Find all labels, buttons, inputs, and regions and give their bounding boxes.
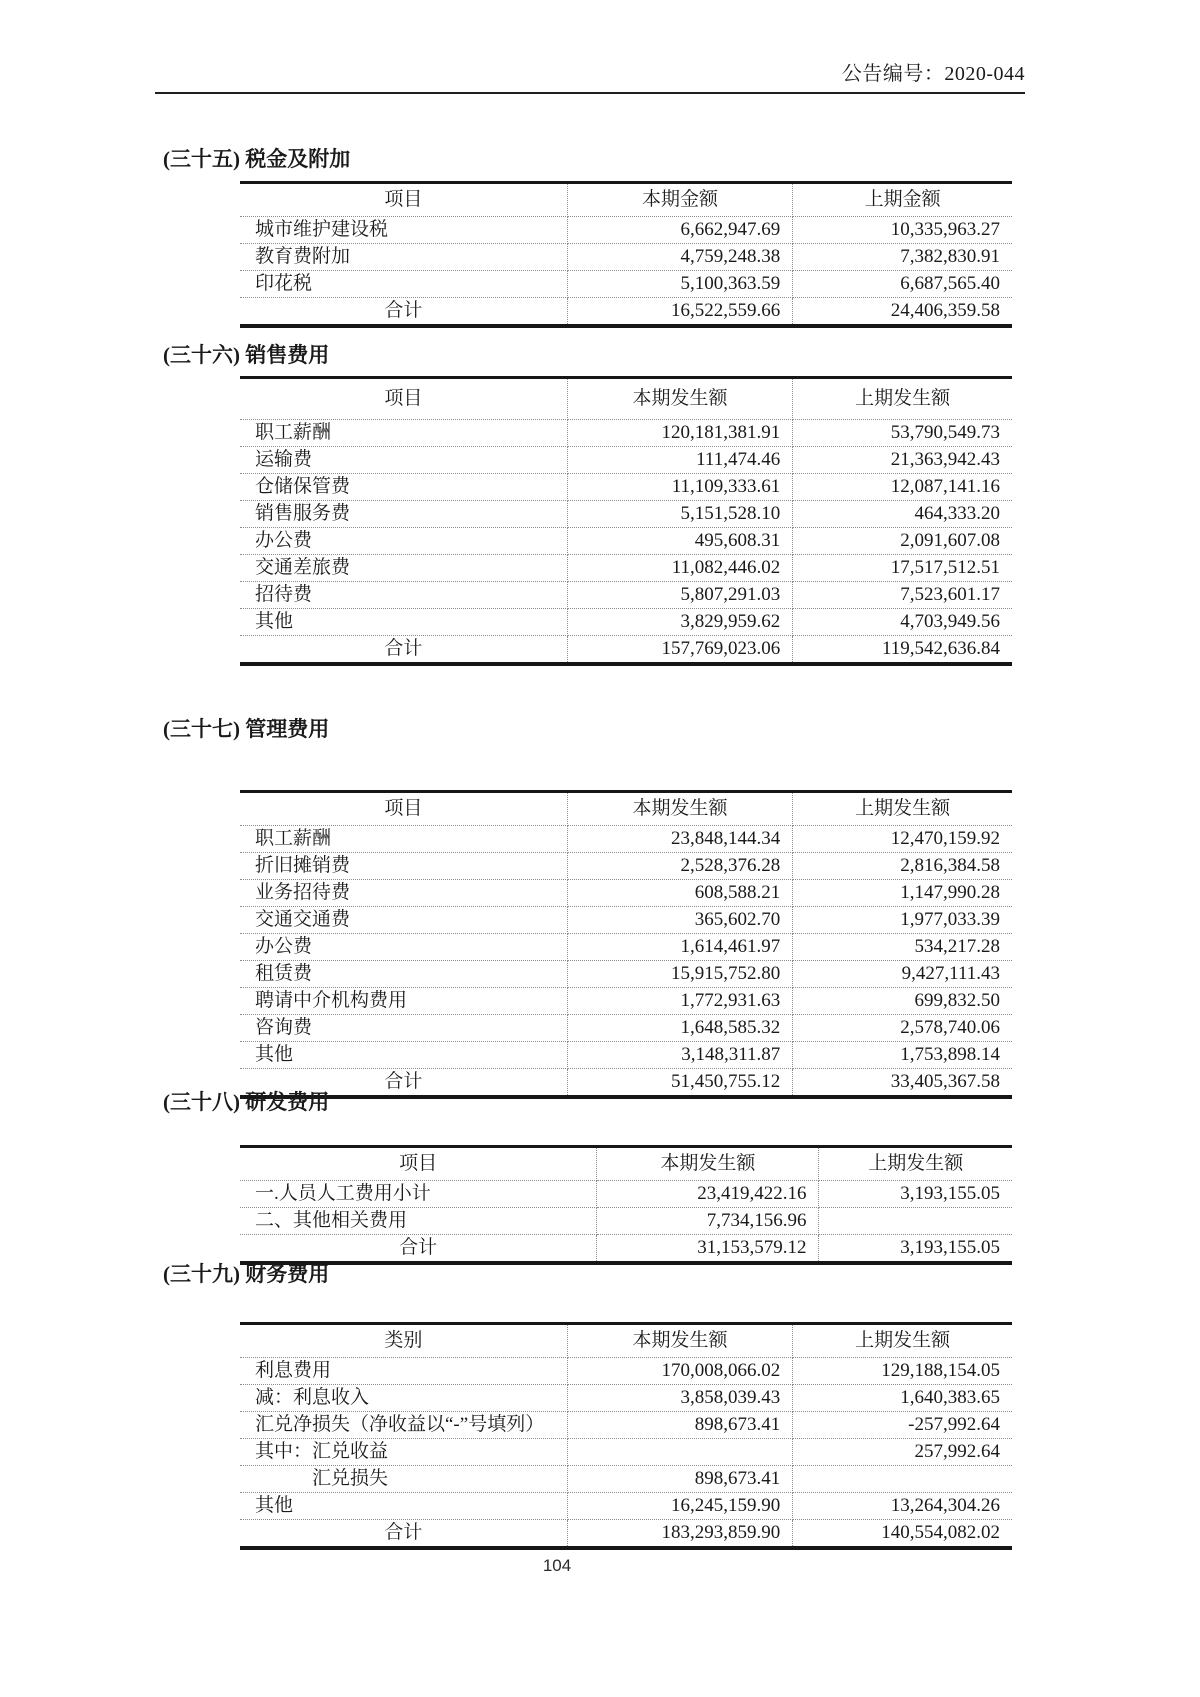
financial-expenses-table	[240, 1322, 1012, 1550]
table-header-row	[240, 378, 1012, 420]
row-value: 170,008,066.02	[567, 1358, 792, 1385]
row-label: 印花税	[240, 271, 567, 298]
row-value: 129,188,154.05	[793, 1358, 1012, 1385]
row-value: 7,382,830.91	[793, 244, 1012, 271]
column-header: 上期发生额	[793, 1324, 1012, 1358]
row-value: 4,759,248.38	[567, 244, 792, 271]
row-value: 1,977,033.39	[793, 907, 1012, 934]
table-row	[240, 1042, 1012, 1069]
column-header: 上期发生额	[819, 1147, 1012, 1181]
table-header-row	[240, 792, 1012, 826]
row-value: 21,363,942.43	[793, 447, 1012, 474]
row-label: 其他	[240, 1493, 567, 1520]
column-header: 本期发生额	[567, 792, 792, 826]
table-row	[240, 555, 1012, 582]
table-row	[240, 853, 1012, 880]
column-header: 本期发生额	[567, 378, 792, 420]
row-label: 职工薪酬	[240, 420, 567, 447]
rd-expenses-table	[240, 1145, 1012, 1265]
total-row	[240, 1520, 1012, 1549]
total-row	[240, 1069, 1012, 1098]
row-value: 23,848,144.34	[567, 826, 792, 853]
table-row	[240, 1439, 1012, 1466]
column-header: 项目	[240, 792, 567, 826]
row-value: 1,772,931.63	[567, 988, 792, 1015]
table-header-row	[240, 1147, 1012, 1181]
table-row	[240, 1208, 1012, 1235]
row-value: 3,858,039.43	[567, 1385, 792, 1412]
row-label: 减：利息收入	[240, 1385, 567, 1412]
row-value: 495,608.31	[567, 528, 792, 555]
row-value: 6,662,947.69	[567, 217, 792, 244]
row-value: 183,293,859.90	[567, 1520, 792, 1549]
row-value: 53,790,549.73	[793, 420, 1012, 447]
row-value: 31,153,579.12	[597, 1235, 819, 1264]
row-label: 办公费	[240, 528, 567, 555]
header-rule	[155, 92, 1025, 94]
row-value: 7,523,601.17	[793, 582, 1012, 609]
table-row	[240, 826, 1012, 853]
row-value: 33,405,367.58	[890, 1071, 1000, 1092]
total-row	[240, 636, 1012, 665]
column-header: 项目	[240, 183, 567, 217]
admin-expenses-table	[240, 790, 1012, 1099]
row-label: 仓储保管费	[240, 474, 567, 501]
row-value: 119,542,636.84	[881, 638, 1000, 659]
row-value: 534,217.28	[793, 934, 1012, 961]
row-label: 办公费	[240, 934, 567, 961]
taxes-surcharges-table	[240, 181, 1012, 328]
row-value: 140,554,082.02	[881, 1522, 1000, 1543]
row-value: 2,528,376.28	[567, 853, 792, 880]
table-header-row	[240, 1324, 1012, 1358]
row-value: 3,193,155.05	[900, 1237, 1000, 1258]
row-label: 运输费	[240, 447, 567, 474]
total-row	[240, 298, 1012, 327]
row-value: 11,109,333.61	[567, 474, 792, 501]
row-value: 1,753,898.14	[793, 1042, 1012, 1069]
row-value: 17,517,512.51	[793, 555, 1012, 582]
row-value: 10,335,963.27	[793, 217, 1012, 244]
page-number: 104	[542, 1556, 572, 1575]
column-header: 本期发生额	[597, 1147, 819, 1181]
row-value: 13,264,304.26	[793, 1493, 1012, 1520]
table-row	[240, 988, 1012, 1015]
row-value: 365,602.70	[567, 907, 792, 934]
row-value: 16,522,559.66	[567, 298, 792, 327]
row-label: 合计	[240, 1235, 597, 1264]
row-label: 其他	[240, 609, 567, 636]
row-value: 464,333.20	[793, 501, 1012, 528]
row-value: -257,992.64	[793, 1412, 1012, 1439]
row-value	[793, 1466, 1012, 1493]
row-value: 608,588.21	[567, 880, 792, 907]
row-value: 1,640,383.65	[793, 1385, 1012, 1412]
table-row	[240, 1015, 1012, 1042]
row-value: 699,832.50	[793, 988, 1012, 1015]
row-value	[819, 1208, 1012, 1235]
row-value: 898,673.41	[567, 1466, 792, 1493]
row-value: 5,151,528.10	[567, 501, 792, 528]
row-label: 咨询费	[240, 1015, 567, 1042]
row-value: 3,148,311.87	[567, 1042, 792, 1069]
table-row	[240, 447, 1012, 474]
row-value: 6,687,565.40	[793, 271, 1012, 298]
table-row	[240, 244, 1012, 271]
row-value: 257,992.64	[793, 1439, 1012, 1466]
table-row	[240, 420, 1012, 447]
row-label: 合计	[240, 636, 567, 665]
row-label: 聘请中介机构费用	[240, 988, 567, 1015]
row-value: 5,100,363.59	[567, 271, 792, 298]
section-heading-35-taxes-surcharges: (三十五) 税金及附加	[163, 147, 351, 171]
column-header: 上期金额	[793, 183, 1012, 217]
row-value: 898,673.41	[567, 1412, 792, 1439]
table-row	[240, 1493, 1012, 1520]
row-value	[567, 1439, 792, 1466]
row-value: 2,578,740.06	[793, 1015, 1012, 1042]
column-header: 上期发生额	[793, 378, 1012, 420]
row-label: 合计	[240, 298, 567, 327]
column-header: 本期发生额	[567, 1324, 792, 1358]
row-label: 销售服务费	[240, 501, 567, 528]
row-value: 1,147,990.28	[793, 880, 1012, 907]
table-row	[240, 528, 1012, 555]
row-label: 教育费附加	[240, 244, 567, 271]
table-row	[240, 880, 1012, 907]
table-row	[240, 1385, 1012, 1412]
row-value: 11,082,446.02	[567, 555, 792, 582]
selling-expenses-table	[240, 376, 1012, 666]
row-label: 其他	[240, 1042, 567, 1069]
table-row	[240, 934, 1012, 961]
row-value: 23,419,422.16	[597, 1181, 819, 1208]
table-row	[240, 907, 1012, 934]
row-label: 招待费	[240, 582, 567, 609]
row-label: 折旧摊销费	[240, 853, 567, 880]
table-row	[240, 1466, 1012, 1493]
row-value: 16,245,159.90	[567, 1493, 792, 1520]
section-heading-36-selling-expenses: (三十六) 销售费用	[163, 343, 330, 367]
row-value: 51,450,755.12	[567, 1069, 792, 1098]
table-row	[240, 609, 1012, 636]
column-header: 上期发生额	[793, 792, 1012, 826]
total-row	[240, 1235, 1012, 1264]
row-label: 合计	[240, 1069, 567, 1098]
row-value: 3,193,155.05	[819, 1181, 1012, 1208]
table-row	[240, 217, 1012, 244]
row-value: 4,703,949.56	[793, 609, 1012, 636]
row-value: 9,427,111.43	[793, 961, 1012, 988]
announcement-number: 公告编号：2020-044	[841, 63, 1025, 85]
table-row	[240, 961, 1012, 988]
row-value: 24,406,359.58	[890, 300, 1000, 321]
row-label: 交通差旅费	[240, 555, 567, 582]
row-value: 3,829,959.62	[567, 609, 792, 636]
row-label: 其中：汇兑收益	[240, 1439, 567, 1466]
section-heading-39-financial-expenses: (三十九) 财务费用	[163, 1262, 330, 1286]
row-value: 12,470,159.92	[793, 826, 1012, 853]
table-row	[240, 1181, 1012, 1208]
table-row	[240, 271, 1012, 298]
row-label: 一.人员人工费用小计	[240, 1181, 597, 1208]
row-value: 111,474.46	[567, 447, 792, 474]
row-label: 职工薪酬	[240, 826, 567, 853]
section-heading-38-rd-expenses: (三十八) 研发费用	[163, 1090, 330, 1114]
column-header: 类别	[240, 1324, 567, 1358]
row-value: 12,087,141.16	[793, 474, 1012, 501]
table-header-row	[240, 183, 1012, 217]
row-value: 2,816,384.58	[793, 853, 1012, 880]
row-label: 利息费用	[240, 1358, 567, 1385]
table-row	[240, 582, 1012, 609]
row-value: 15,915,752.80	[567, 961, 792, 988]
row-label: 租赁费	[240, 961, 567, 988]
row-value: 120,181,381.91	[567, 420, 792, 447]
table-row	[240, 1358, 1012, 1385]
row-value: 2,091,607.08	[793, 528, 1012, 555]
row-label: 汇兑损失	[240, 1466, 567, 1493]
section-heading-37-admin-expenses: (三十七) 管理费用	[163, 717, 330, 741]
column-header: 项目	[240, 378, 567, 420]
row-label: 业务招待费	[240, 880, 567, 907]
row-value: 157,769,023.06	[567, 636, 792, 665]
row-value: 5,807,291.03	[567, 582, 792, 609]
column-header: 本期金额	[567, 183, 792, 217]
row-value: 1,614,461.97	[567, 934, 792, 961]
row-label: 交通交通费	[240, 907, 567, 934]
table-row	[240, 501, 1012, 528]
row-label: 合计	[240, 1520, 567, 1549]
column-header: 项目	[240, 1147, 597, 1181]
row-label: 汇兑净损失（净收益以“-”号填列）	[240, 1412, 567, 1439]
table-row	[240, 1412, 1012, 1439]
row-label: 城市维护建设税	[240, 217, 567, 244]
row-value: 1,648,585.32	[567, 1015, 792, 1042]
table-row	[240, 474, 1012, 501]
row-label: 二、其他相关费用	[240, 1208, 597, 1235]
row-value: 7,734,156.96	[597, 1208, 819, 1235]
